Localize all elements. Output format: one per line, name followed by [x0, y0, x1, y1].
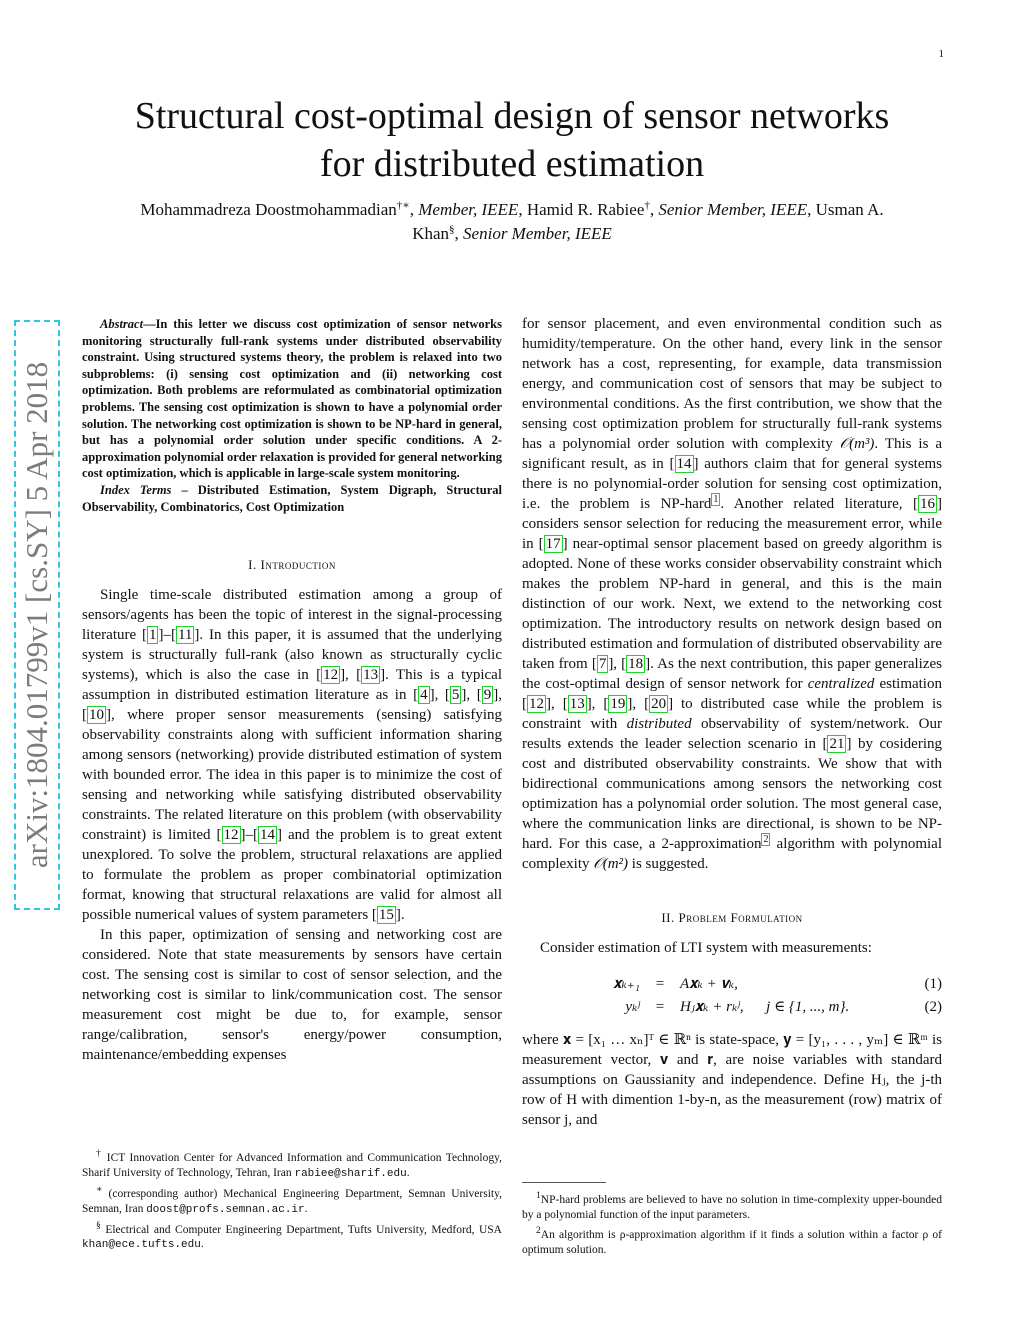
intro-text: and the problem is to great extent unexplored. To solve the problem, structural relaxations are applied to formulate the problem as proper combinatorial optimization format, knowing that structural relaxations are valid for almost all possible numerical values of system parameters	[82, 827, 502, 924]
arxiv-stamp-box[interactable]	[14, 320, 60, 910]
footnote-mark: †	[96, 1148, 103, 1159]
contribution-paragraph: for sensor placement, and even environmental condition such as humidity/temperature. On the other hand, every link in the sensor network has a cost, representing, for example, data transmission energy, and communication cost of sensors that may be subject to environmental conditions. As the first contribution, we show that the sensing cost optimization problem for structurally full-rank systems has a polynomial order solution with complexity 𝒪(m³). This is a significant result, as in [ 14 ] authors claim that for general systems there is no polynomial-order solution for sensing cost optimization, i.e. the problem is NP-hard $^1$ . Another related literature, [ 16 ] considers sensor selection for reducing the measurement error, while in [ 17 ] near-optimal sensor placement based on greedy algorithm is adopted. None of these works consider observability constraint which makes the problem NP-hard in general, and this is the main distinction of our work. Next, we extend to the networking cost optimization. The introductory results on network design based on distributed estimation and formulation of distributed observability are taken from [ 7 ], [ 18 ]. As the next contribution, this paper generalizes the cost-optimal design of sensor network for centralized estimation [ 12 ], [ 13 ], [ 19 ], [ 20 ] to distributed case while the problem is constraint with distributed observability of system/network. Our results extends the leader selection scenario in [ 21 ] by cosidering cost and distributed observability constraints. We show that with bidirectional communications among sensors the networking cost optimization has a polynomial order solution. The most general case, where the communication links are directional, is shown to be NP-hard. For this case, a 2-approximation $^2$ algorithm with polynomial complexity 𝒪(m²) is suggested.	[522, 316, 943, 872]
email-link[interactable]: doost@profs.semnan.ac.ir	[146, 1203, 305, 1216]
problem-intro: Consider estimation of LTI system with measurements:	[540, 940, 872, 956]
citation-link[interactable]: 21	[829, 736, 845, 752]
eq1-lhs: 𝐱ₖ₊₁	[613, 975, 640, 992]
citation-link[interactable]: 14	[676, 456, 692, 472]
body-text: observability of system/network. Our results extends the leader selection scenario in	[522, 716, 942, 752]
index-terms	[82, 482, 502, 515]
body-text: algorithm with polynomial complexity	[522, 836, 942, 872]
eq2-condition: j ∈ {1, ..., m}.	[766, 998, 850, 1015]
footnote-mark: 1	[536, 1190, 541, 1201]
citation-link[interactable]: 16	[920, 496, 936, 512]
section-heading-problem-formulation: II. Problem Formulation	[661, 910, 803, 925]
emphasis-distributed: distributed	[626, 716, 692, 732]
email-link[interactable]: khan@ece.tufts.edu	[82, 1239, 201, 1252]
citation-link[interactable]: 18	[628, 656, 644, 672]
author-3-role: Senior Member, IEEE	[463, 224, 612, 243]
right-column	[522, 314, 942, 1130]
emphasis-centralized: centralized	[807, 676, 875, 692]
author-3-marks: §	[449, 223, 455, 236]
body-text: to distributed case while the problem is constraint with	[522, 696, 942, 732]
author-3-name-part2: Khan	[412, 224, 450, 243]
body-text: near-optimal sensor placement based on greedy algorithm is adopted. None of these works consider observability constraint which makes the problem NP-hard in general, and this is the main distinction of our work. Next, we extend to the networking cost optimization. The introductory results on network design based on distributed estimation and formulation of distributed observability are taken from	[522, 536, 942, 672]
eq2-expression: Hⱼ𝐱ₖ + rₖʲ,	[680, 998, 744, 1015]
author-2-marks: †	[644, 199, 650, 212]
citation-link[interactable]: 7	[598, 656, 607, 672]
footnote-2	[522, 1223, 942, 1258]
intro-text: . In this paper, it is assumed that the underlying system is structurally full-rank (also known as structurally cyclic systems), which is also the case in	[82, 627, 502, 684]
paper-title	[80, 92, 944, 188]
citation-link[interactable]: 20	[651, 696, 667, 712]
eq2-lhs: yₖʲ	[625, 998, 640, 1015]
body-text: . As the next contribution, this paper generalizes the cost-optimal design of sensor network for	[522, 656, 942, 692]
intro-text: , where proper sensor measurements (sensing) satisfying observability constraints along with sufficient information sharing among sensors (networking) provide distributed estimation of system with bounded error. The idea in this paper is to minimize the cost of sensing and networking while satisfying distributed observability constraints. The related literature on this problem (with observability constraint) is limited	[82, 707, 502, 844]
arxiv-stamp[interactable]: arXiv:1804.01799v1 [cs.SY] 5 Apr 2018	[19, 361, 54, 869]
footnote-mark: 2	[536, 1224, 541, 1236]
footnote-affiliation-3: § Electrical and Computer Engineering Department, Tufts University, Medford, USA khan@ece.tufts.edu.	[82, 1219, 502, 1252]
complexity-expression: 𝒪(m³)	[839, 436, 875, 452]
citation-link[interactable]: 13	[569, 696, 585, 712]
section-heading-introduction: I. Introduction	[248, 557, 336, 573]
body-text: for sensor placement, and even environmental condition such as humidity/temperature. On the other hand, every link in the sensor network has a cost, representing, for example, data transmission energy, and communication cost of sensors that may be subject to environmental conditions. As the first contribution, we show that the sensing cost optimization problem for structurally full-rank systems has a polynomial order solution with complexity	[522, 316, 942, 452]
author-1-marks: †∗	[396, 199, 410, 212]
author-2-role: Senior Member, IEEE	[658, 200, 808, 219]
body-text: estimation	[874, 676, 942, 692]
author-1-role: Member, IEEE	[418, 200, 519, 219]
page-number: 1	[938, 48, 944, 60]
footnote-text: (corresponding author) Mechanical Engineering Department, Semnan University, Semnan, Iran	[82, 1187, 502, 1215]
intro-text: .	[400, 907, 405, 924]
citation-link[interactable]: 4	[420, 687, 428, 704]
abstract	[82, 316, 502, 482]
variables-paragraph: where 𝐱 = [x₁ … xₙ]ᵀ ∈ ℝⁿ is state-space, 𝐲 = [y₁, . . . , yₘ] ∈ ℝᵐ is measurement vector, 𝐯 and 𝐫, are noise variables with standard assumptions on Gaussianity and independence. Define Hⱼ, the j-th row of H with dimention 1-by-n, as the measurement (row) matrix of sensor j, and	[522, 1032, 942, 1128]
abstract-text: —In this letter we discuss cost optimization of sensor networks monitoring structurally full-rank systems under distributed observability constraint. Using structured systems theory, the problem is relaxed into two subproblems: (i) sensing cost optimization and (ii) networking cost optimization. Both problems are reformulated as combinatorial optimization problems. The sensing cost optimization is shown to have a polynomial order solution. The networking cost optimization is shown to be NP-hard in general, but has a polynomial order solution under specific conditions. A 2-approximation polynomial order relaxation is provided for general networking cost optimization, which is applicable in large-scale system monitoring.	[82, 317, 502, 481]
author-3-name-part1: Usman A.	[815, 200, 884, 219]
citation-link[interactable]: 5	[451, 687, 460, 704]
intro-paragraph-2: In this paper, optimization of sensing and networking cost are considered. Note that state measurements by sensors have certain cost. The sensing cost is similar to cost of sensor selection, and the networking cost is similar to link/communication cost. The sensor measurement cost might be due to, for example, sensor range/calibration, sensor's energy/power consumption, maintenance/embedding expenses	[82, 927, 502, 1064]
author-list: Mohammadreza Doostmohammadian†∗, Member, IEEE, Hamid R. Rabiee†, Senior Member, IEEE, Usman A. Khan§, Senior Member, IEEE	[140, 199, 884, 243]
equals-sign: =	[655, 975, 665, 992]
intro-paragraph-1: Single time-scale distributed estimation among a group of sensors/agents has been the topic of interest in the signal-processing literature [ 1 ]–[ 11 ]. In this paper, it is assumed that the underlying system is structurally full-rank (also known as structurally cyclic systems), which is also the case in [ 12 ], [ 13 ]. This is a typical assumption in distributed estimation literature as in [ 4 ], [ 5 ], [ 9 ], [ 10 ], where proper sensor measurements (sensing) satisfying observability constraints along with sufficient information sharing among sensors (networking) provide distributed estimation of system with bounded error. The idea in this paper is to minimize the cost of sensing and networking while satisfying distributed observability constraints. The related literature on this problem (with observability constraint) is limited [ 12 ]–[ 14 ] and the problem is to great extent unexplored. To solve the problem, structural relaxations are applied to formulate the problem as proper combinatorial optimization format, knowing that structural relaxations are valid for almost all possible numerical values of system parameters [ 15 ].	[82, 587, 503, 924]
footnote-link[interactable]: 2	[763, 834, 769, 845]
eq1-number: (1)	[924, 975, 942, 992]
footnote-text: Electrical and Computer Engineering Department, Tufts University, Medford, USA	[100, 1223, 502, 1236]
eq2-rhs	[680, 995, 902, 1018]
numbered-footnotes	[522, 1188, 942, 1258]
complexity-expression: 𝒪(m²)	[593, 856, 629, 872]
body-text: . This is a significant result, as in	[522, 436, 942, 472]
footnote-text: ICT Innovation Center for Advanced Information and Communication Technology, Sharif University of Technology, Tehran, Iran	[82, 1151, 502, 1179]
footnote-link[interactable]: 1	[713, 494, 719, 505]
author-1-name: Mohammadreza Doostmohammadian	[140, 200, 397, 219]
eq1-rhs: A𝐱ₖ + 𝐯ₖ,	[680, 975, 738, 992]
affiliation-footnotes	[82, 1146, 502, 1253]
citation-link[interactable]: 15	[378, 907, 394, 924]
footnote-mark: §	[96, 1219, 101, 1231]
citation-link[interactable]: 19	[610, 696, 626, 712]
citation-link[interactable]: 11	[177, 627, 193, 644]
body-text: is suggested.	[628, 856, 709, 872]
body-text: by cosidering cost and distributed observability constraints. We show that with bidirectional communications among sensors the networking cost optimization has a polynomial order solution. The most general case, where the communication links are directional, is shown to be NP-hard. For this case, a 2-approximation	[522, 736, 942, 852]
citation-link[interactable]: 10	[89, 707, 104, 724]
citation-link[interactable]: 9	[483, 687, 492, 704]
index-terms-label: Index Terms	[100, 482, 172, 497]
email-link[interactable]: rabiee@sharif.edu	[294, 1167, 407, 1180]
footnote-affiliation-2: ∗ (corresponding author) Mechanical Engineering Department, Semnan University, Semnan, Iran doost@profs.semnan.ac.ir.	[82, 1183, 502, 1216]
footnote-divider	[522, 1182, 606, 1183]
index-terms-text: – Distributed Estimation, System Digraph, Structural Observability, Combinatorics, Cost Optimization	[82, 482, 502, 514]
left-column	[82, 316, 502, 1065]
footnote-text: NP-hard problems are believed to have no solution in time-complexity upper-bounded by a polynomial function of the input parameters.	[522, 1193, 942, 1221]
footnote-text: An algorithm is ρ-approximation algorithm if it finds a solution within a factor ρ of optimum solution.	[522, 1228, 942, 1256]
title-line-1: Structural cost-optimal design of sensor networks	[134, 95, 890, 137]
citation-link[interactable]: 17	[545, 536, 561, 552]
intro-text: . This is a typical assumption in distributed estimation literature as in	[82, 667, 502, 704]
eq2-number: (2)	[924, 998, 942, 1015]
title-line-2: for distributed estimation	[319, 143, 705, 185]
equals-sign: =	[655, 998, 665, 1015]
footnote-1	[522, 1188, 942, 1223]
citation-link[interactable]: 14	[260, 827, 276, 844]
equation-1	[522, 972, 942, 995]
equation-block	[522, 972, 942, 1018]
intro-text: Single time-scale distributed estimation among a group of sensors/agents has been the topic of interest in the signal-processing literature	[82, 587, 502, 644]
body-text: . Another related literature,	[720, 496, 914, 512]
footnote-affiliation-1: † ICT Innovation Center for Advanced Information and Communication Technology, Sharif University of Technology, Tehran, Iran rabiee@sharif.edu.	[82, 1148, 502, 1180]
citation-link[interactable]: 12	[223, 827, 239, 844]
footnote-mark: ∗	[96, 1183, 103, 1195]
body-text: considers sensor selection for reducing the measurement error, while in	[522, 516, 942, 552]
citation-link[interactable]: 13	[363, 667, 379, 684]
abstract-label: Abstract	[100, 317, 144, 331]
author-2-name: Hamid R. Rabiee	[526, 200, 645, 219]
citation-link[interactable]: 1	[148, 627, 157, 644]
citation-link[interactable]: 12	[323, 667, 339, 684]
body-text: authors claim that for general systems there is no polynomial-order solution for sensing cost optimization, i.e. the problem is NP-hard	[522, 456, 942, 512]
equation-2	[522, 995, 942, 1018]
citation-link[interactable]: 12	[529, 696, 544, 712]
